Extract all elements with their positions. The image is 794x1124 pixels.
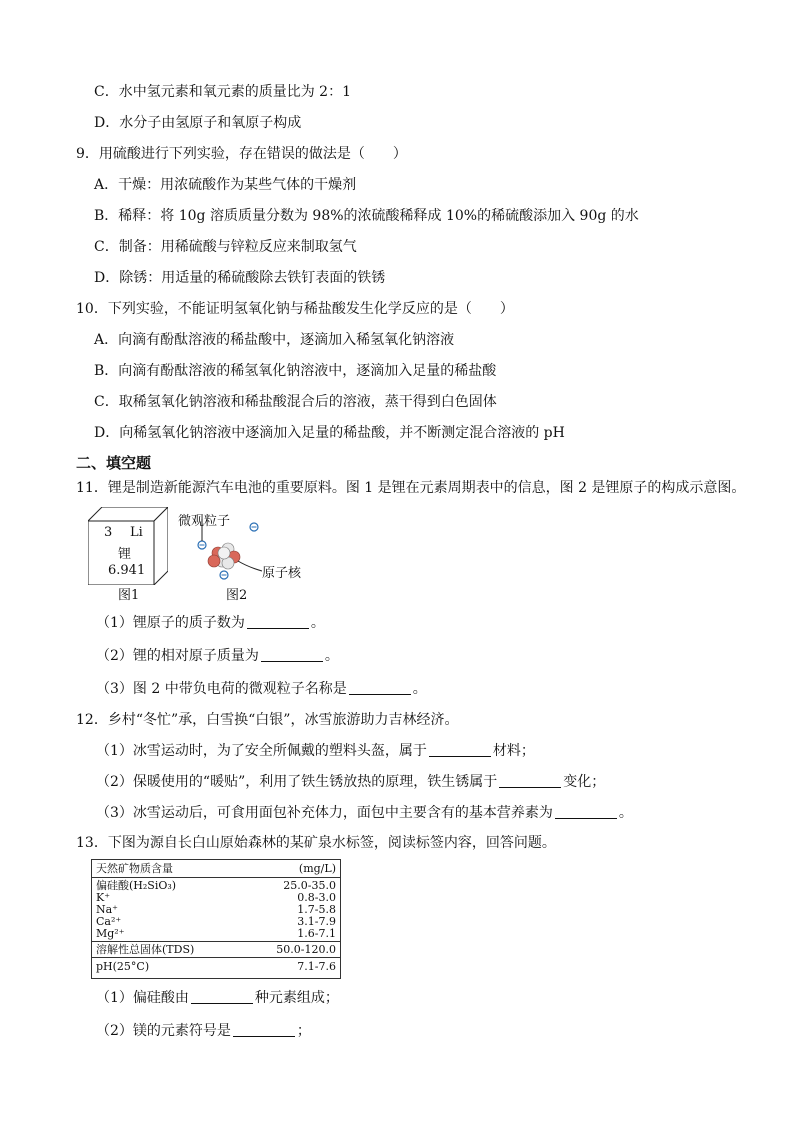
- q11-sub-1-text: （1）锂原子的质子数为: [96, 615, 245, 631]
- table-footer: [96, 961, 336, 972]
- row-value: 1.7-5.8: [297, 903, 336, 916]
- q10-option-d: D．向稀氢氧化钠溶液中逐滴加入足量的稀盐酸，并不断测定混合溶液的 pH: [94, 425, 565, 441]
- element-mass: 6.941: [108, 563, 146, 578]
- answer-blank[interactable]: [555, 804, 617, 819]
- q13-sub-1-end: 种元素组成；: [254, 990, 339, 1006]
- table-header: [96, 863, 336, 874]
- q12-sub-2-end: 变化；: [563, 774, 606, 790]
- q12-sub-3: [96, 803, 633, 823]
- table-header-unit: (mg/L): [298, 862, 336, 875]
- row-name: Na⁺: [96, 903, 118, 916]
- q9-option-a: A．干燥：用浓硫酸作为某些气体的干燥剂: [94, 177, 357, 193]
- row-value: 25.0-35.0: [283, 879, 336, 892]
- section-heading: 二、填空题: [76, 454, 152, 472]
- q10-option-a: A．向滴有酚酞溶液的稀盐酸中，逐滴加入稀氢氧化钠溶液: [94, 332, 455, 348]
- q13-sub-1-text: （1）偏硅酸由: [96, 990, 189, 1006]
- q11-sub-1: [96, 613, 325, 633]
- q9-option-c: C．制备：用稀硫酸与锌粒反应来制取氢气: [94, 239, 357, 255]
- q11-sub-3-end: 。: [412, 681, 427, 697]
- row-value: 50.0-120.0: [276, 943, 336, 956]
- q13-sub-2-end: ；: [296, 1023, 311, 1039]
- table-row: [96, 880, 336, 891]
- q12-sub-2-text: （2）保暖使用的“暖贴”，利用了铁生锈放热的原理，铁生锈属于: [96, 774, 498, 790]
- q12-sub-3-end: 。: [618, 805, 633, 821]
- q11-sub-2: [96, 646, 339, 666]
- q10-stem: 10．下列实验，不能证明氢氧化钠与稀盐酸发生化学反应的是（ ）: [76, 301, 514, 317]
- q8-option-c: C．水中氢元素和氧元素的质量比为 2：1: [94, 84, 351, 100]
- answer-blank[interactable]: [261, 647, 323, 662]
- q13-sub-1: [96, 988, 339, 1008]
- row-name: 偏硅酸(H₂SiO₃): [96, 879, 177, 892]
- q10-option-b: B．向滴有酚酞溶液的稀氢氧化钠溶液中，逐滴加入足量的稀盐酸: [94, 363, 497, 379]
- row-name: Ca²⁺: [96, 915, 122, 928]
- row-name: K⁺: [96, 891, 111, 904]
- table-row: [96, 944, 336, 955]
- answer-blank[interactable]: [349, 680, 411, 695]
- table-row: [96, 904, 336, 915]
- q8-option-d: D．水分子由氢原子和氧原子构成: [94, 115, 302, 131]
- table-row: [96, 928, 336, 939]
- ph-label: pH(25°C): [96, 960, 150, 973]
- q12-sub-3-text: （3）冰雪运动后，可食用面包补充体力，面包中主要含有的基本营养素为: [96, 805, 553, 821]
- q11-stem: 11．锂是制造新能源汽车电池的重要原料。图 1 是锂在元素周期表中的信息，图 2 是锂原子的构成示意图。: [76, 480, 746, 496]
- row-name: 溶解性总固体(TDS): [96, 943, 195, 956]
- row-value: 1.6-7.1: [297, 927, 336, 940]
- q12-stem: 12．乡村“冬忙”承，白雪换“白银”，冰雪旅游助力吉林经济。: [76, 712, 459, 728]
- row-name: Mg²⁺: [96, 927, 125, 940]
- q11-sub-2-end: 。: [324, 648, 339, 664]
- q12-sub-1: [96, 741, 535, 761]
- table-header-title: 天然矿物质含量: [96, 862, 173, 875]
- q11-sub-1-end: 。: [310, 615, 325, 631]
- answer-blank[interactable]: [191, 989, 253, 1004]
- q12-sub-1-end: 材料；: [492, 743, 535, 759]
- figure-1-caption: 图1: [118, 588, 140, 603]
- answer-blank[interactable]: [247, 614, 309, 629]
- q13-sub-2: [96, 1021, 311, 1041]
- q9-option-d: D．除锈：用适量的稀硫酸除去铁钉表面的铁锈: [94, 270, 386, 286]
- element-symbol: Li: [130, 525, 143, 540]
- row-value: 3.1-7.9: [297, 915, 336, 928]
- q11-sub-3: [96, 679, 427, 699]
- table-row: [96, 892, 336, 903]
- q12-sub-1-text: （1）冰雪运动时，为了安全所佩戴的塑料头盔，属于: [96, 743, 427, 759]
- q13-stem: 13．下图为源自长白山原始森林的某矿泉水标签，阅读标签内容，回答问题。: [76, 835, 556, 851]
- mineral-label-table: [91, 859, 341, 979]
- q10-option-c: C．取稀氢氧化钠溶液和稀盐酸混合后的溶液，蒸干得到白色固体: [94, 394, 497, 410]
- answer-blank[interactable]: [233, 1022, 295, 1037]
- q9-stem: 9．用硫酸进行下列实验，存在错误的做法是（ ）: [76, 146, 407, 162]
- answer-blank[interactable]: [499, 773, 561, 788]
- nucleus-label: 原子核: [262, 566, 302, 581]
- ph-value: 7.1-7.6: [297, 960, 336, 973]
- particle-label: 微观粒子: [178, 514, 231, 529]
- q12-sub-2: [96, 772, 605, 792]
- element-name: 锂: [118, 547, 132, 562]
- q13-sub-2-text: （2）镁的元素符号是: [96, 1023, 231, 1039]
- q11-sub-2-text: （2）锂的相对原子质量为: [96, 648, 259, 664]
- table-row: [96, 916, 336, 927]
- q11-sub-3-text: （3）图 2 中带负电荷的微观粒子名称是: [96, 681, 347, 697]
- figure-2-caption: 图2: [226, 588, 248, 603]
- element-number: 3: [104, 525, 113, 540]
- q9-option-b: B．稀释：将 10g 溶质质量分数为 98%的浓硫酸稀释成 10%的稀硫酸添加入 90g 的水: [94, 208, 639, 224]
- answer-blank[interactable]: [429, 742, 491, 757]
- row-value: 0.8-3.0: [297, 891, 336, 904]
